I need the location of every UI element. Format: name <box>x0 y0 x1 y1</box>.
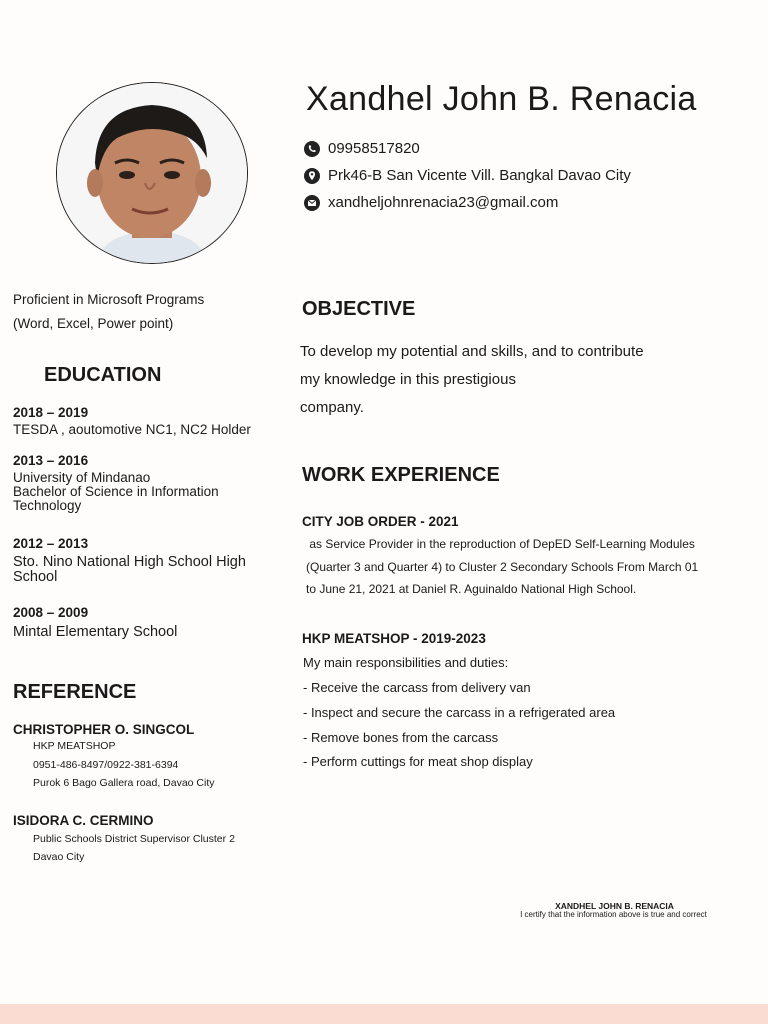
education-year: 2012 – 2013 <box>13 536 89 551</box>
address-text: Prk46-B San Vicente Vill. Bangkal Davao City <box>328 167 631 184</box>
profile-photo <box>56 82 248 264</box>
reference-name: CHRISTOPHER O. SINGCOL <box>13 722 195 737</box>
footer-band <box>0 1004 768 1024</box>
duty-line: - Remove bones from the carcass <box>303 730 499 745</box>
location-pin-icon <box>304 168 320 184</box>
contact-email <box>304 194 558 211</box>
phone-text: 09958517820 <box>328 140 420 157</box>
objective-line: company. <box>300 399 364 416</box>
certification-text: I certify that the information above is true and correct <box>520 910 707 919</box>
reference-name: ISIDORA C. CERMINO <box>13 813 154 828</box>
job-title: HKP MEATSHOP - 2019-2023 <box>302 631 486 646</box>
person-avatar-icon <box>57 83 247 263</box>
education-year: 2008 – 2009 <box>13 605 89 620</box>
duty-line: - Inspect and secure the carcass in a refrigerated area <box>303 705 616 720</box>
work-experience-heading: WORK EXPERIENCE <box>302 464 500 486</box>
candidate-name: Xandhel John B. Renacia <box>306 80 697 118</box>
education-year: 2013 – 2016 <box>13 453 89 468</box>
objective-heading: OBJECTIVE <box>302 298 416 320</box>
reference-detail: Purok 6 Bago Gallera road, Davao City <box>33 777 215 789</box>
contact-address <box>304 167 631 184</box>
job-line: as Service Provider in the reproduction of DepED Self-Learning Modules <box>306 537 695 551</box>
reference-detail: 0951-486-8497/0922-381-6394 <box>33 759 179 771</box>
skills-line: Proficient in Microsoft Programs <box>13 292 205 307</box>
education-school: Mintal Elementary School <box>13 624 178 640</box>
reference-detail: HKP MEATSHOP <box>33 740 116 752</box>
duty-line: My main responsibilities and duties: <box>303 655 509 670</box>
education-school: Sto. Nino National High School High School <box>13 554 246 585</box>
duty-line: - Receive the carcass from delivery van <box>303 680 531 695</box>
job-description <box>306 533 761 601</box>
job-line: to June 21, 2021 at Daniel R. Aguinaldo National High School. <box>306 582 637 596</box>
phone-icon <box>304 141 320 157</box>
education-school: University of Mindanao <box>13 470 151 485</box>
objective-line: my knowledge in this prestigious <box>300 371 516 388</box>
skills-section <box>13 288 273 336</box>
signature-name: XANDHEL JOHN B. RENACIA <box>555 901 674 911</box>
job-title: CITY JOB ORDER - 2021 <box>302 514 459 529</box>
job-line: (Quarter 3 and Quarter 4) to Cluster 2 Secondary Schools From March 01 <box>306 559 699 574</box>
education-heading: EDUCATION <box>44 364 162 386</box>
skills-line: (Word, Excel, Power point) <box>13 316 174 331</box>
education-year: 2018 – 2019 <box>13 405 89 420</box>
reference-detail: Public Schools District Supervisor Cluster 2 <box>33 833 235 845</box>
education-school: TESDA , aoutomotive NC1, NC2 Holder <box>13 422 251 437</box>
email-icon <box>304 195 320 211</box>
reference-heading: REFERENCE <box>13 681 137 703</box>
contact-phone <box>304 140 420 157</box>
duty-line: - Perform cuttings for meat shop display <box>303 754 533 769</box>
objective-line: To develop my potential and skills, and to contribute <box>300 343 644 360</box>
education-degree: Bachelor of Science in Information Technology <box>13 484 219 513</box>
email-text: xandheljohnrenacia23@gmail.com <box>328 194 559 211</box>
objective-text <box>300 338 720 422</box>
reference-detail: Davao City <box>33 851 85 863</box>
